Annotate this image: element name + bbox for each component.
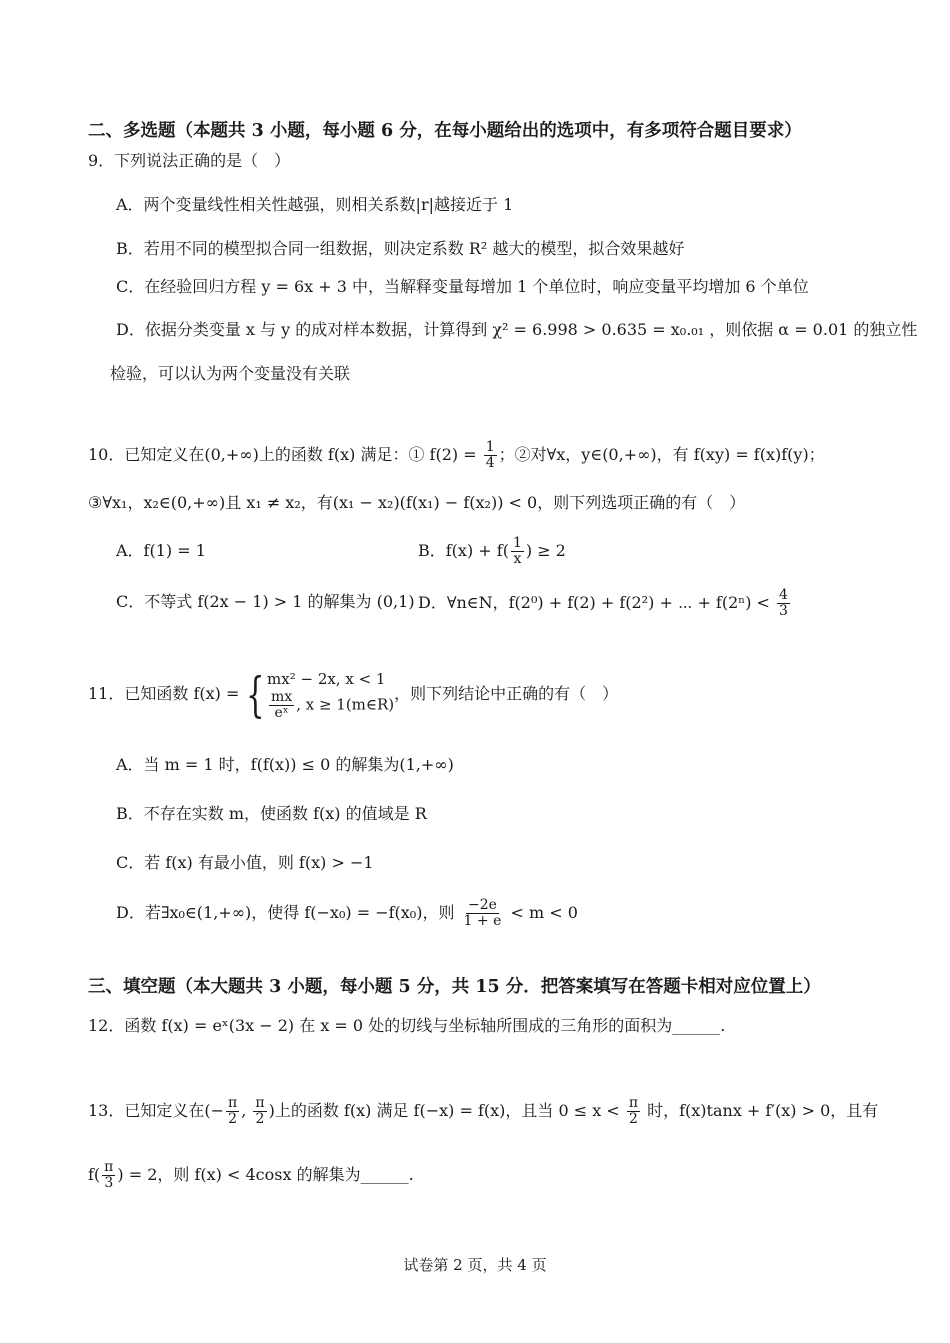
piecewise-case-1: mx² − 2x, x < 1 [267,670,386,688]
question-9-stem: 9．下列说法正确的是（ ） [88,151,291,170]
fraction-numerator: mx [271,689,293,705]
fraction-four-thirds [777,588,790,619]
question-12: 12．函数 f(x) = eˣ(3x − 2) 在 x = 0 处的切线与坐标轴所围成的三角形的面积为______. [88,1016,726,1035]
fraction-numerator: 1 [512,535,522,551]
fraction-denominator: 2 [628,1111,638,1127]
fraction-neg2e-over-1pe [462,898,504,929]
question-10-option-c: C．不等式 f(2x − 1) > 1 的解集为 (0,1) [116,592,415,611]
fraction-denominator: 3 [104,1175,114,1191]
fraction-pi-over-3 [102,1160,115,1191]
fraction-one-over-x [511,536,524,567]
fraction-mx-over-ex [269,690,294,721]
fraction-pi-over-2 [627,1096,640,1127]
question-11-option-c: C．若 f(x) 有最小值，则 f(x) > −1 [116,853,374,872]
option-d-text-a: D．若∃x₀∈(1,+∞)，使得 f(−x₀) = −f(x₀)，则 [116,903,460,922]
question-11-text-a: 11．已知函数 f(x) = [88,684,245,703]
fraction-denominator: 2 [228,1111,238,1127]
fraction-denominator: 1 + e [463,913,502,929]
fraction-denominator: 3 [779,603,788,619]
fraction-numerator: π [228,1095,238,1111]
question-10-option-b [418,536,566,567]
question-13-text-c: )上的函数 f(x) 满足 f(−x) = f(x)，且当 0 ≤ x < [268,1101,625,1120]
question-13-text-a: 13．已知定义在(− [88,1101,225,1120]
question-10-option-d [418,588,792,619]
fraction-numerator: −2e [467,897,497,913]
question-13-text-b: , [241,1101,252,1120]
question-10-stem-line1 [88,440,825,471]
option-b-text-b: ) ≥ 2 [525,541,566,560]
fraction-pi-over-2 [226,1096,239,1127]
option-d-text-b: < m < 0 [505,903,578,922]
fraction-denominator: x [513,551,522,567]
fraction-numerator: π [628,1095,639,1111]
fraction-one-quarter [484,440,497,471]
question-9-option-a: A．两个变量线性相关性越强，则相关系数|r|越接近于 1 [116,195,514,214]
question-13-line2 [88,1160,414,1191]
question-13-line1 [88,1096,878,1127]
question-9-option-d-continued: 检验，可以认为两个变量没有关联 [110,364,351,383]
piecewise-brace: { [246,666,265,723]
fraction-denominator: eˣ [274,705,289,721]
fraction-numerator: 1 [485,439,495,455]
option-d-text: D．∀n∈N，f(2⁰) + f(2) + f(2²) + ⋯ + f(2ⁿ) < [418,593,776,612]
fraction-numerator: 4 [779,587,788,603]
question-9-option-c: C．在经验回归方程 y = 6x + 3 中，当解释变量每增加 1 个单位时，响应变量平均增加 6 个单位 [116,277,809,296]
question-11-text-b: ，则下列结论中正确的有（ ） [394,684,619,703]
page-footer: 试卷第 2 页，共 4 页 [403,1256,547,1274]
piecewise-cases [267,668,394,721]
fraction-denominator: 4 [485,455,495,471]
piecewise-case-2 [267,690,394,721]
question-9-option-d: D．依据分类变量 x 与 y 的成对样本数据，计算得到 χ² = 6.998 > 0.635 = x₀.₀₁ ，则依据 α = 0.01 的独立性 [116,320,918,339]
question-9-option-b: B．若用不同的模型拟合同一组数据，则决定系数 R² 越大的模型，拟合效果越好 [116,239,685,258]
question-10-text-b: ；②对∀x，y∈(0,+∞)，有 f(xy) = f(x)f(y)； [498,445,825,464]
fraction-denominator: 2 [255,1111,265,1127]
question-10-text-a: 10．已知定义在(0,+∞)上的函数 f(x) 满足：① f(2) = [88,445,482,464]
question-13-text-e: f( [88,1165,101,1184]
question-11-option-d [116,898,578,929]
piecewise-case-2-condition: , x ≥ 1(m∈R) [296,695,395,714]
question-10-option-a: A．f(1) = 1 [116,541,206,560]
section-heading-fill-in: 三、填空题（本大题共 3 小题，每小题 5 分，共 15 分．把答案填写在答题卡相对应位置上） [88,977,821,997]
question-11-option-a: A．当 m = 1 时，f(f(x)) ≤ 0 的解集为(1,+∞) [116,755,454,774]
section-heading-multiple-choice: 二、多选题（本题共 3 小题，每小题 6 分，在每小题给出的选项中，有多项符合题目要求） [88,121,802,141]
question-13-text-f: ) = 2，则 f(x) < 4cosx 的解集为______. [117,1165,414,1184]
question-11-stem [88,668,618,721]
question-10-stem-line2: ③∀x₁，x₂∈(0,+∞)且 x₁ ≠ x₂，有(x₁ − x₂)(f(x₁) − f(x₂)) < 0，则下列选项正确的有（ ） [88,493,746,512]
question-11-option-b: B．不存在实数 m，使函数 f(x) 的值域是 R [116,804,427,823]
option-b-text-a: B．f(x) + f( [418,541,509,560]
fraction-numerator: π [255,1095,265,1111]
fraction-pi-over-2 [253,1096,266,1127]
question-13-text-d: 时，f(x)tanx + f′(x) > 0，且有 [642,1101,879,1120]
fraction-numerator: π [104,1159,114,1175]
